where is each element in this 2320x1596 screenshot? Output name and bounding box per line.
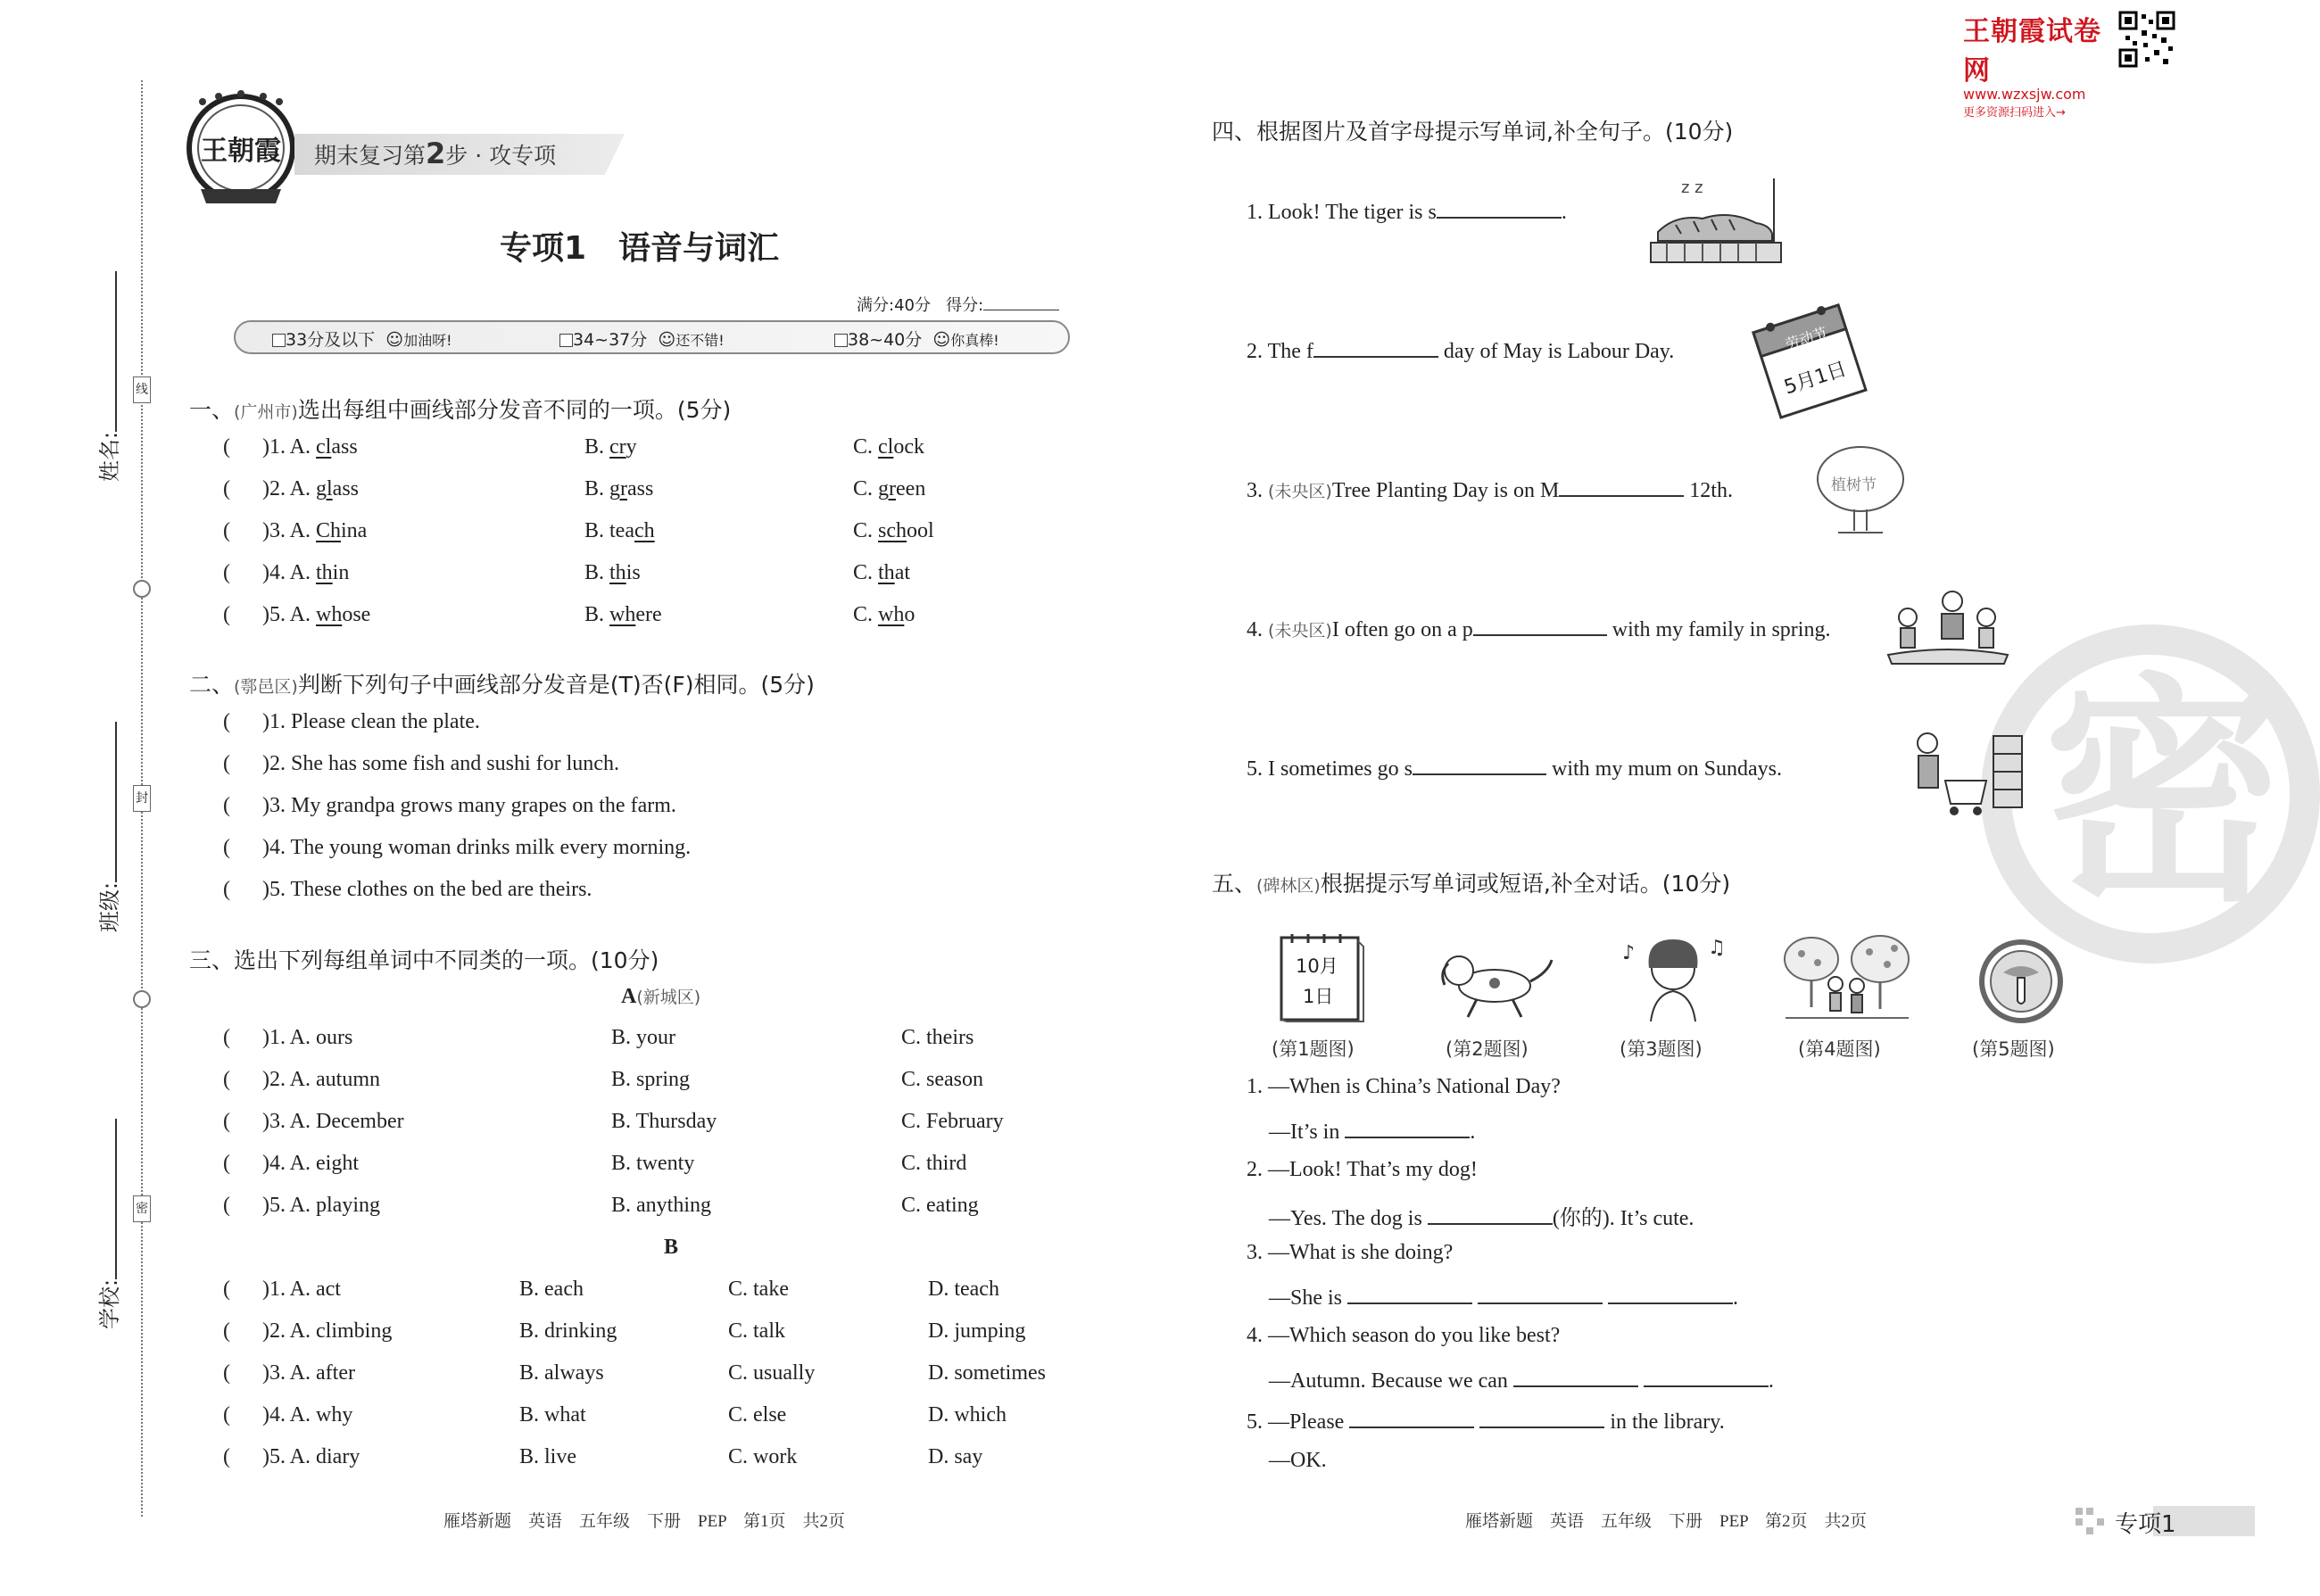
rating-option-3[interactable]: 38~40分 ☺你真棒!: [834, 327, 999, 351]
s3a-q1-c: C. theirs: [901, 1026, 974, 1049]
s3b-q3-b: B. always: [519, 1361, 604, 1385]
step-number: 2: [426, 136, 446, 170]
brand-name: 王朝霞试卷网: [1963, 16, 2101, 87]
s5-singing-girl-image: [1615, 932, 1731, 1030]
binding-ring-icon: [133, 580, 151, 598]
s5-caption-5: (第5题图): [1972, 1038, 2055, 1060]
s5-line-3: 3. —What is she doing?: [1247, 1241, 1454, 1264]
s3b-q3-c: C. usually: [728, 1361, 816, 1385]
s3b-q2-d: D. jumping: [928, 1319, 1026, 1343]
answer-blank[interactable]: [1473, 615, 1607, 636]
answer-blank[interactable]: [1644, 1366, 1769, 1387]
s2-q2: ( )2. She has some fish and sushi for lunch.: [223, 752, 619, 775]
class-label: 班级:: [97, 881, 122, 932]
s5-cal-day: 1日: [1303, 986, 1334, 1007]
s3b-q4-c: C. else: [728, 1403, 787, 1426]
s4-q3: 3. (未央区)Tree Planting Day is on M 12th.: [1247, 475, 1733, 503]
s1-q4-b: B. this: [584, 561, 641, 584]
score-line: [857, 293, 1059, 316]
face-icon: ☺: [385, 330, 404, 350]
s3b-q4-a: ( )4. A. why: [223, 1403, 353, 1426]
s3a-q1-b: B. your: [611, 1026, 675, 1049]
svg-text:♪: ♪: [1622, 942, 1636, 964]
picnic-image: [1881, 582, 2015, 675]
calendar-header-text: 劳动节: [1783, 323, 1830, 353]
qr-code-icon[interactable]: [2118, 11, 2175, 68]
binding-mark-1: 线: [133, 376, 151, 403]
s4-q1: 1. Look! The tiger is s .: [1247, 197, 1567, 225]
binding-ring-icon: [133, 990, 151, 1008]
answer-blank[interactable]: [1345, 1117, 1470, 1138]
s3b-q5-c: C. work: [728, 1445, 798, 1468]
s3b-q2-b: B. drinking: [519, 1319, 617, 1343]
calendar-image: [1747, 299, 1872, 428]
section-1-heading: 一、(广州市)选出每组中画线部分发音不同的一项。(5分): [189, 397, 732, 423]
s3a-q3-b: B. Thursday: [611, 1110, 717, 1133]
rating-option-2[interactable]: 34~37分 ☺还不错!: [559, 327, 725, 351]
s5-caption-1: (第1题图): [1272, 1038, 1355, 1060]
name-label: 姓名:: [97, 431, 122, 482]
s1-q5-b: B. where: [584, 603, 662, 626]
binding-mark-2: 封: [133, 785, 151, 812]
tree-label: 植树节: [1831, 476, 1877, 494]
s2-q4: ( )4. The young woman drinks milk every morning.: [223, 836, 692, 859]
answer-blank[interactable]: [1349, 1407, 1474, 1428]
s2-q1: ( )1. Please clean the plate.: [223, 710, 480, 733]
s1-q1-b: B. cry: [584, 435, 637, 459]
s4-q4: 4. (未央区)I often go on a p with my family in spring.: [1247, 615, 1830, 642]
s4-q2: 2. The f day of May is Labour Day.: [1247, 336, 1674, 364]
s1-q3-b: B. teach: [584, 519, 655, 542]
s5-apple-picking-image: [1780, 932, 1914, 1030]
face-icon: ☺: [658, 330, 676, 350]
class-field[interactable]: [92, 722, 123, 932]
watermark-text: 密: [2043, 653, 2284, 934]
s5-dog-image: [1432, 937, 1557, 1030]
s5-line-2: 2. —Look! That’s my dog!: [1247, 1158, 1478, 1181]
s3-part-b-label: B: [664, 1236, 679, 1259]
s3a-q4-c: C. third: [901, 1152, 967, 1175]
answer-blank[interactable]: [1428, 1203, 1553, 1225]
s5-line-1: 1. —When is China’s National Day?: [1247, 1075, 1561, 1098]
full-score: 满分:40分: [857, 296, 931, 315]
s5-line-4: 4. —Which season do you like best?: [1247, 1324, 1561, 1347]
answer-blank[interactable]: [1478, 1283, 1603, 1304]
s3a-q2-a: ( )2. A. autumn: [223, 1068, 380, 1091]
school-field[interactable]: [92, 1119, 123, 1329]
s1-q4: ( )4. A. thin: [223, 561, 350, 584]
s5-line-1-answer: —It’s in .: [1269, 1117, 1475, 1145]
s5-caption-4: (第4题图): [1798, 1038, 1881, 1060]
score-label: 得分:: [946, 296, 984, 315]
s5-line-5: 5. —Please in the library.: [1247, 1407, 1725, 1435]
footer-left: 雁塔新题 英语 五年级 下册 PEP 第1页 共2页: [443, 1512, 846, 1531]
answer-blank[interactable]: [1313, 336, 1438, 358]
s3a-q1-a: ( )1. A. ours: [223, 1026, 353, 1049]
answer-blank[interactable]: [1513, 1366, 1638, 1387]
s4-q5: 5. I sometimes go s with my mum on Sundays.: [1247, 754, 1782, 781]
s1-q3: ( )3. A. China: [223, 519, 368, 542]
section-4-heading: 四、根据图片及首字母提示写单词,补全句子。(10分): [1212, 119, 1734, 145]
s3a-q5-c: C. eating: [901, 1194, 979, 1217]
s5-caption-3: (第3题图): [1620, 1038, 1703, 1060]
s3a-q4-a: ( )4. A. eight: [223, 1152, 359, 1175]
s1-q5: ( )5. A. whose: [223, 603, 371, 626]
s1-q2-b: B. grass: [584, 477, 654, 500]
s3b-q1-a: ( )1. A. act: [223, 1278, 341, 1301]
s3b-q4-d: D. which: [928, 1403, 1007, 1426]
section-2-heading: 二、(鄠邑区)判断下列句子中画线部分发音是(T)否(F)相同。(5分): [189, 672, 815, 698]
s3b-q1-d: D. teach: [928, 1278, 999, 1301]
s3b-q5-d: D. say: [928, 1445, 983, 1468]
s3b-q5-b: B. live: [519, 1445, 576, 1468]
s3a-q3-c: C. February: [901, 1110, 1004, 1133]
s3b-q1-c: C. take: [728, 1278, 789, 1301]
footer-right: 雁塔新题 英语 五年级 下册 PEP 第2页 共2页: [1465, 1512, 1868, 1531]
answer-blank[interactable]: [1608, 1283, 1733, 1304]
s3a-q5-a: ( )5. A. playing: [223, 1194, 380, 1217]
calendar-date-text: 5月1日: [1781, 358, 1850, 400]
s1-q3-c: C. school: [853, 519, 934, 542]
s1-q4-c: C. that: [853, 561, 911, 584]
brand-url[interactable]: www.wzxsjw.com: [1963, 86, 2086, 103]
s3a-q5-b: B. anything: [611, 1194, 711, 1217]
s3b-q3-a: ( )3. A. after: [223, 1361, 355, 1385]
s5-line-4-answer: —Autumn. Because we can .: [1269, 1366, 1774, 1393]
s3b-q1-b: B. each: [519, 1278, 584, 1301]
step-banner-text: 期末复习第2步 · 攻专项: [314, 136, 557, 170]
section-3-heading: 三、选出下列每组单词中不同类的一项。(10分): [189, 947, 659, 973]
s3a-q3-a: ( )3. A. December: [223, 1110, 404, 1133]
svg-text:z z: z z: [1681, 178, 1703, 197]
s3b-q2-a: ( )2. A. climbing: [223, 1319, 393, 1343]
s3b-q2-c: C. talk: [728, 1319, 785, 1343]
s5-cal-month: 10月: [1296, 955, 1338, 977]
face-icon: ☺: [932, 330, 951, 350]
s3a-q2-b: B. spring: [611, 1068, 691, 1091]
answer-blank[interactable]: [1559, 475, 1684, 497]
s5-caption-2: (第2题图): [1446, 1038, 1529, 1060]
s1-q2: ( )2. A. glass: [223, 477, 360, 500]
page-title: 专项1 语音与词汇: [500, 230, 780, 267]
logo-badge: [183, 89, 299, 210]
shopping-image: [1901, 727, 2026, 830]
s1-q1: ( )1. A. class: [223, 435, 358, 459]
s1-q2-c: C. green: [853, 477, 926, 500]
s3b-q5-a: ( )5. A. diary: [223, 1445, 360, 1468]
answer-blank[interactable]: [1437, 197, 1562, 219]
s3b-q4-b: B. what: [519, 1403, 586, 1426]
tree-image: [1811, 442, 1910, 544]
answer-blank[interactable]: [1479, 1407, 1604, 1428]
s5-line-2-answer: —Yes. The dog is (你的). It’s cute.: [1269, 1200, 1694, 1231]
s3a-q2-c: C. season: [901, 1068, 983, 1091]
s3b-q3-d: D. sometimes: [928, 1361, 1046, 1385]
corner-label: 专项1: [2115, 1511, 2176, 1538]
brand-tagline: 更多资源扫码进入→: [1963, 106, 2066, 120]
s5-quiet-sign-image: [1976, 937, 2066, 1030]
sleeping-tiger-image: [1649, 170, 1783, 272]
answer-blank[interactable]: [1413, 754, 1546, 775]
brand-block: [1963, 9, 2115, 120]
s5-line-5-answer: —OK.: [1269, 1449, 1327, 1472]
rating-option-1[interactable]: 33分及以下 ☺加油呀!: [272, 327, 452, 351]
school-label: 学校:: [97, 1278, 122, 1329]
s5-calendar-image: [1276, 932, 1365, 1026]
s3a-q4-b: B. twenty: [611, 1152, 695, 1175]
svg-text:♫: ♫: [1708, 937, 1726, 959]
binding-column: [85, 268, 192, 1338]
s3-part-a-label: A(新城区): [621, 985, 701, 1008]
name-field[interactable]: [92, 271, 123, 482]
answer-blank[interactable]: [1347, 1283, 1472, 1304]
s1-q1-c: C. clock: [853, 435, 924, 459]
section-5-heading: 五、(碑林区)根据提示写单词或短语,补全对话。(10分): [1212, 871, 1731, 897]
corner-dots-icon: [2076, 1508, 2106, 1539]
s2-q3: ( )3. My grandpa grows many grapes on the farm.: [223, 794, 676, 817]
s2-q5: ( )5. These clothes on the bed are theirs.: [223, 878, 592, 901]
binding-mark-3: 密: [133, 1195, 151, 1222]
s1-q5-c: C. who: [853, 603, 916, 626]
logo-text: 王朝霞: [201, 136, 281, 167]
s5-line-3-answer: —She is .: [1269, 1283, 1738, 1311]
